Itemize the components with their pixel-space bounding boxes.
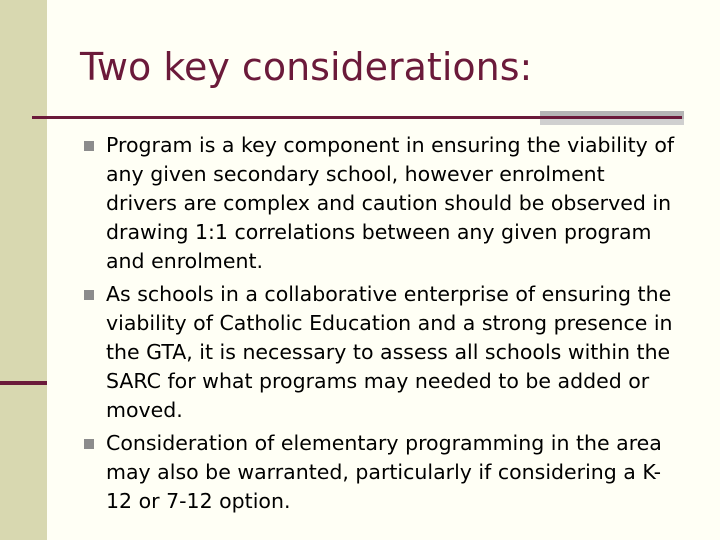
bullet-list [82, 131, 682, 520]
slide-title: Two key considerations: [80, 45, 533, 89]
bullet-item [82, 131, 682, 276]
title-rule-gray-shade [540, 119, 684, 125]
title-rule [32, 116, 682, 119]
square-bullet-icon [84, 141, 94, 151]
bullet-text: Program is a key component in ensuring the viability of any given secondary school, however enrolment drivers are complex and caution should be observed in drawing 1:1 correlations between any given program and enrolment. [106, 133, 675, 273]
bullet-text: Consideration of elementary programming in the area may also be warranted, particularly if considering a K-12 or 7-12 option. [106, 431, 662, 513]
bullet-item [82, 280, 682, 425]
square-bullet-icon [84, 439, 94, 449]
side-bar [0, 0, 47, 540]
square-bullet-icon [84, 290, 94, 300]
bullet-item [82, 429, 682, 516]
side-accent-line [0, 381, 47, 385]
bullet-text: As schools in a collaborative enterprise of ensuring the viability of Catholic Education and a strong presence in the GTA, it is necessary to assess all schools within the SARC for what programs may needed to be added or moved. [106, 282, 673, 422]
